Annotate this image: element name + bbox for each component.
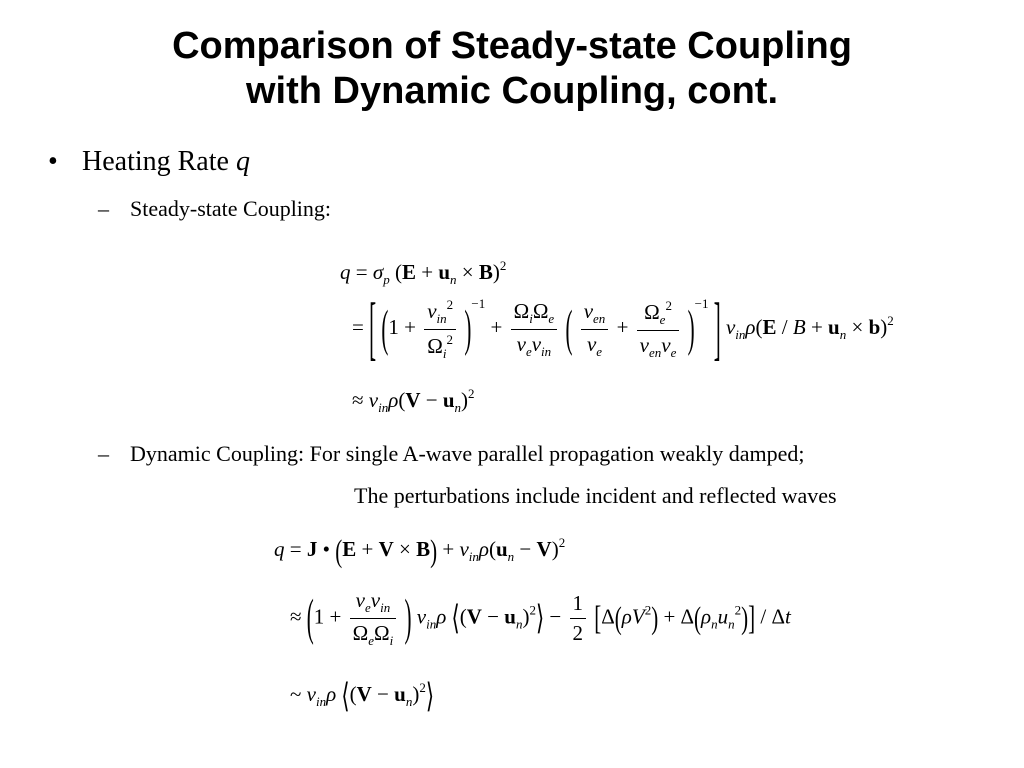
slide-title-line2: with Dynamic Coupling, cont. xyxy=(246,70,778,112)
sub-bullet-dynamic xyxy=(98,441,805,467)
equation-dynamic-line1: q = J • $(E + V \times B) + \nu_{in}\rho(u_n - V)^2$ xyxy=(274,532,566,569)
sub-bullet-dynamic-continuation: The perturbations include incident and reflected waves xyxy=(354,483,837,508)
bullet-text: Heating Rate xyxy=(82,146,236,177)
bullet-icon: • xyxy=(48,146,58,177)
dash-icon: – xyxy=(98,196,109,221)
equation-steady-line3: ≈ $\nu_{in}\rho(V - u_n)^2$ xyxy=(352,386,475,415)
slide-title xyxy=(0,24,1024,114)
bullet-variable: q xyxy=(235,146,250,177)
equation-steady-line1: $q = \sigma_p$ $(E + u_n \times B)^2$ xyxy=(340,258,507,287)
sub-bullet-label: Steady-state Coupling: xyxy=(130,196,332,221)
slide-title-line1: Comparison of Steady-state Coupling xyxy=(172,25,852,67)
equation-dynamic-line2: ≈ (1 + $\frac{\nu_e\nu_{in}}{\Omega_e\Omega_i}$ ) $\nu_{in}\rho$ ⟨(V − $u_n)^2⟩$ − $\frac{1}{2}$ $[\Delta(\rho V^2) + \Delta(\rho_nu_n^2)] / \Delta t$ xyxy=(290,588,791,648)
sub-bullet-label: Dynamic Coupling: For single A-wave parallel propagation weakly damped; xyxy=(130,441,805,466)
equation-steady-line2: = [ (1 + $\frac{\nu_{in}^2}{\Omega_i^2}$ )$^{-1}$ + $\frac{\Omega_i\Omega_e}{\nu_e\nu_{in}}$ ( $\frac{\nu_{en}}{\nu_e}$ + $\frac{\Omega_e^2}{\nu_{en}\nu_e}$ )$^{-1}$ ] $\nu_{in}\rho(E / B + u_n \times b)^2$ xyxy=(352,286,894,369)
equation-dynamic-line3: ~ $\nu_{in}\rho$ ⟨(V − $u_n)^2⟩$ xyxy=(290,676,435,715)
dash-icon: – xyxy=(98,441,109,466)
bullet-heating-rate xyxy=(48,146,250,178)
sub-bullet-steady-state xyxy=(98,196,331,222)
